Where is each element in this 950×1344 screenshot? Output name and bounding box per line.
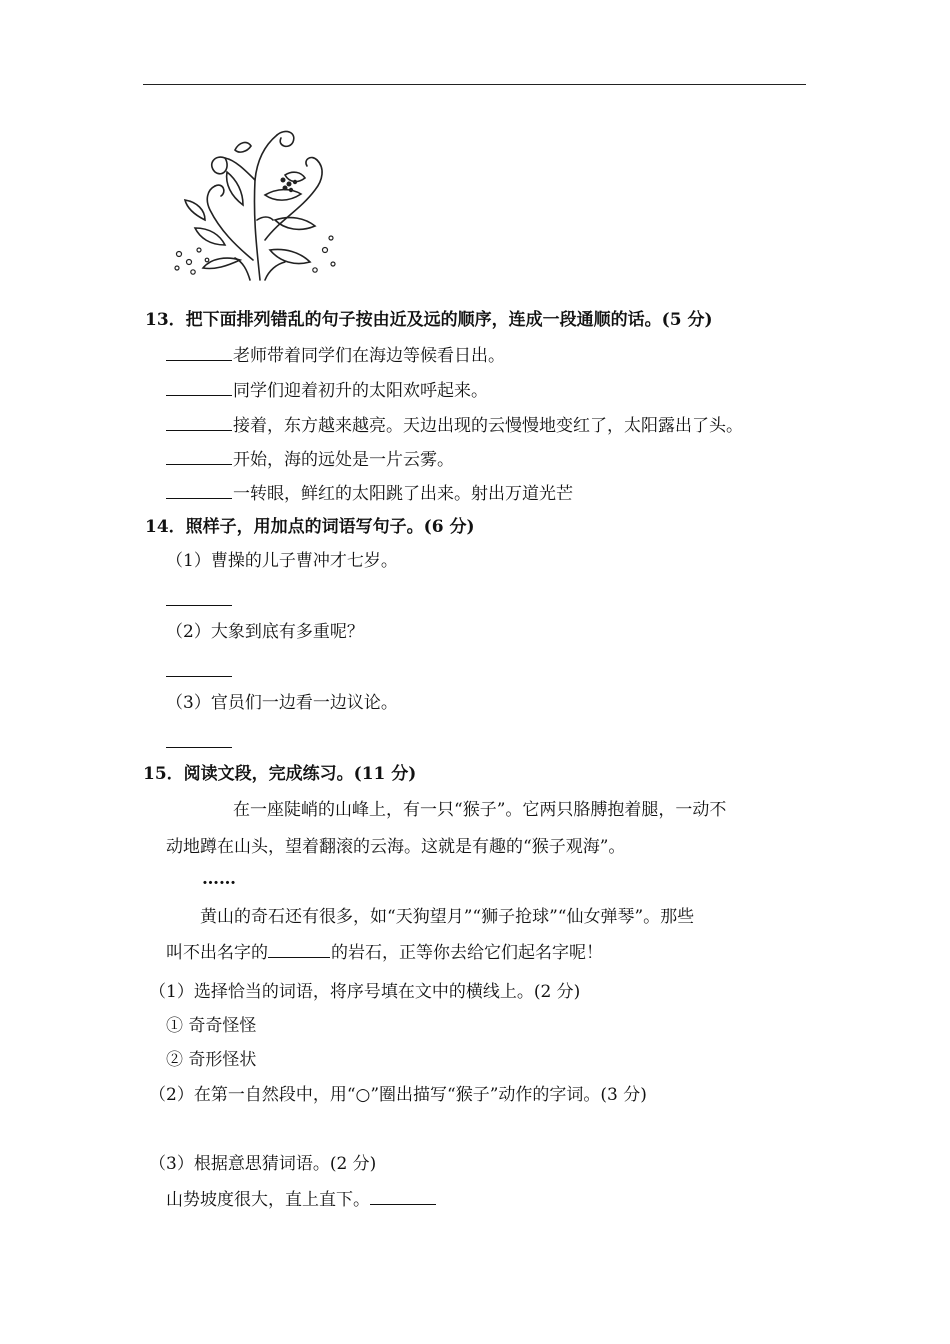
header-rule: [143, 84, 806, 85]
q15-title: 15．阅读文段，完成练习。(11 分): [143, 764, 417, 784]
answer-blank[interactable]: [166, 344, 232, 361]
q15-paragraph-1-line-1: 在一座陡峭的山峰上，有一只“猴子”。它两只胳膊抱着腿，一动不: [233, 800, 727, 820]
fill-in-blank[interactable]: [268, 941, 330, 958]
q15-paragraph-1-line-2: 动地蹲在山头，望着翻滚的云海。这就是有趣的“猴子观海”。: [166, 837, 626, 857]
q15-sub-2: （2）在第一自然段中，用“○”圈出描写“猴子”动作的字词。(3 分): [149, 1085, 647, 1105]
q13-item-5: 一转眼，鲜红的太阳跳了出来。射出万道光芒: [166, 482, 573, 505]
answer-blank[interactable]: [166, 379, 232, 396]
q15-paragraph-2-line-1: 黄山的奇石还有很多，如“天狗望月”“狮子抢球”“仙女弹琴”。那些: [200, 907, 695, 927]
q15-paragraph-2-line-2: 叫不出名字的 的岩石，正等你去给它们起名字呢！: [166, 943, 603, 963]
q14-item-3: （3）官员们一边看一边议论。: [166, 693, 398, 713]
q15-ellipsis: ……: [202, 869, 236, 889]
answer-line[interactable]: [166, 747, 232, 748]
q14-item-2: （2）大象到底有多重呢？: [166, 622, 364, 642]
q15-sub-3-prompt: 山势坡度很大，直上直下。: [166, 1188, 437, 1211]
answer-line[interactable]: [166, 676, 232, 677]
q13-item-3: 接着，东方越来越亮。天边出现的云慢慢地变红了，太阳露出了头。: [166, 414, 743, 437]
q15-option-1: ① 奇奇怪怪: [166, 1016, 257, 1036]
q13-title: 13．把下面排列错乱的句子按由近及远的顺序，连成一段通顺的话。(5 分): [145, 310, 713, 330]
answer-blank[interactable]: [166, 482, 232, 499]
answer-blank[interactable]: [166, 448, 232, 465]
answer-line[interactable]: [166, 605, 232, 606]
q15-sub-3: （3）根据意思猜词语。(2 分): [149, 1154, 377, 1174]
q15-option-2: ② 奇形怪状: [166, 1050, 257, 1070]
q15-sub-1: （1）选择恰当的词语，将序号填在文中的横线上。(2 分): [149, 982, 581, 1002]
answer-blank[interactable]: [166, 414, 232, 431]
q13-item-4: 开始，海的远处是一片云雾。: [166, 448, 454, 471]
answer-blank[interactable]: [370, 1188, 436, 1205]
flower-vine-illustration: [165, 120, 340, 285]
q14-item-1: （1）曹操的儿子曹冲才七岁。: [166, 551, 398, 571]
q13-item-1: 老师带着同学们在海边等候看日出。: [166, 344, 505, 367]
q13-item-2: 同学们迎着初升的太阳欢呼起来。: [166, 379, 488, 402]
q14-title: 14．照样子，用加点的词语写句子。(6 分): [145, 517, 475, 537]
